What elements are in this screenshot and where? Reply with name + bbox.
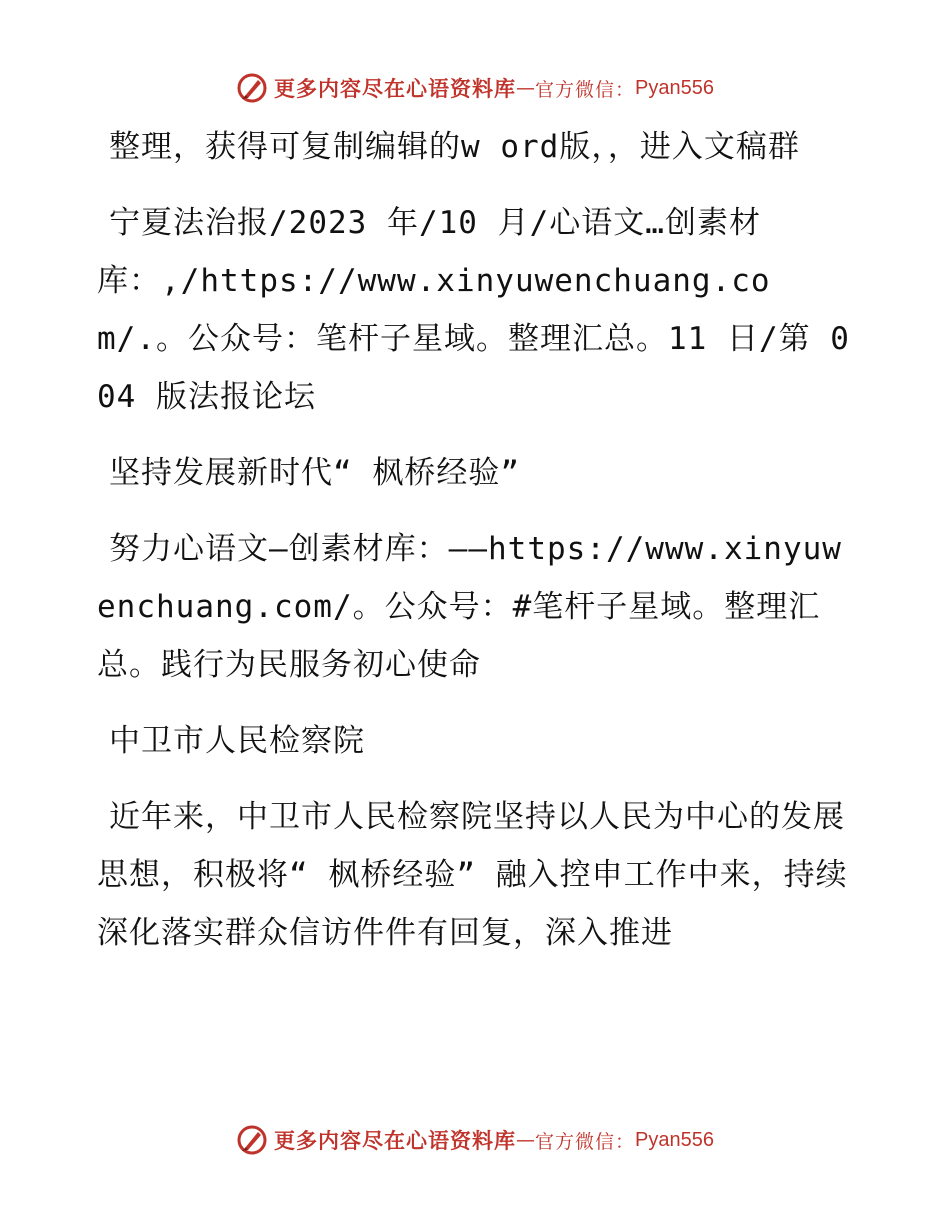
paragraph-3: 坚持发展新时代“ 枫桥经验” [109, 455, 520, 491]
watermark-title: 更多内容尽在心语资料库 [274, 76, 516, 101]
watermark-title: 更多内容尽在心语资料库 [274, 1128, 516, 1153]
watermark-wechat-id: Pyan556 [635, 1128, 714, 1151]
pen-logo-icon [236, 1124, 268, 1156]
paragraph-2: 宁夏法治报/2023 年/10 月/心语文…创素材库：,/https://www.xinyuwenchuang.com/.。公众号：笔杆子星域。整理汇总。11 日/第 004 版法报论坛 [97, 205, 850, 415]
watermark-official-label: 官方微信： [535, 78, 636, 101]
header-watermark [0, 68, 950, 108]
watermark-separator: — [516, 77, 535, 99]
paragraph-1: 整理，获得可复制编辑的w ord版，，进入文稿群 [109, 129, 800, 165]
watermark-wechat-id: Pyan556 [635, 76, 714, 99]
document-body [97, 118, 857, 980]
watermark-separator: — [516, 1129, 535, 1151]
footer-watermark [0, 1120, 950, 1160]
paragraph-4: 努力心语文—创素材库：——https://www.xinyuwenchuang.com/。公众号：#笔杆子星域。整理汇总。践行为民服务初心使命 [97, 531, 842, 683]
paragraph-6: 近年来，中卫市人民检察院坚持以人民为中心的发展思想，积极将“ 枫桥经验” 融入控申工作中来，持续深化落实群众信访件件有回复，深入推进 [97, 799, 848, 951]
paragraph-5: 中卫市人民检察院 [109, 723, 365, 759]
watermark-official-label: 官方微信： [535, 1130, 636, 1153]
pen-logo-icon [236, 72, 268, 104]
